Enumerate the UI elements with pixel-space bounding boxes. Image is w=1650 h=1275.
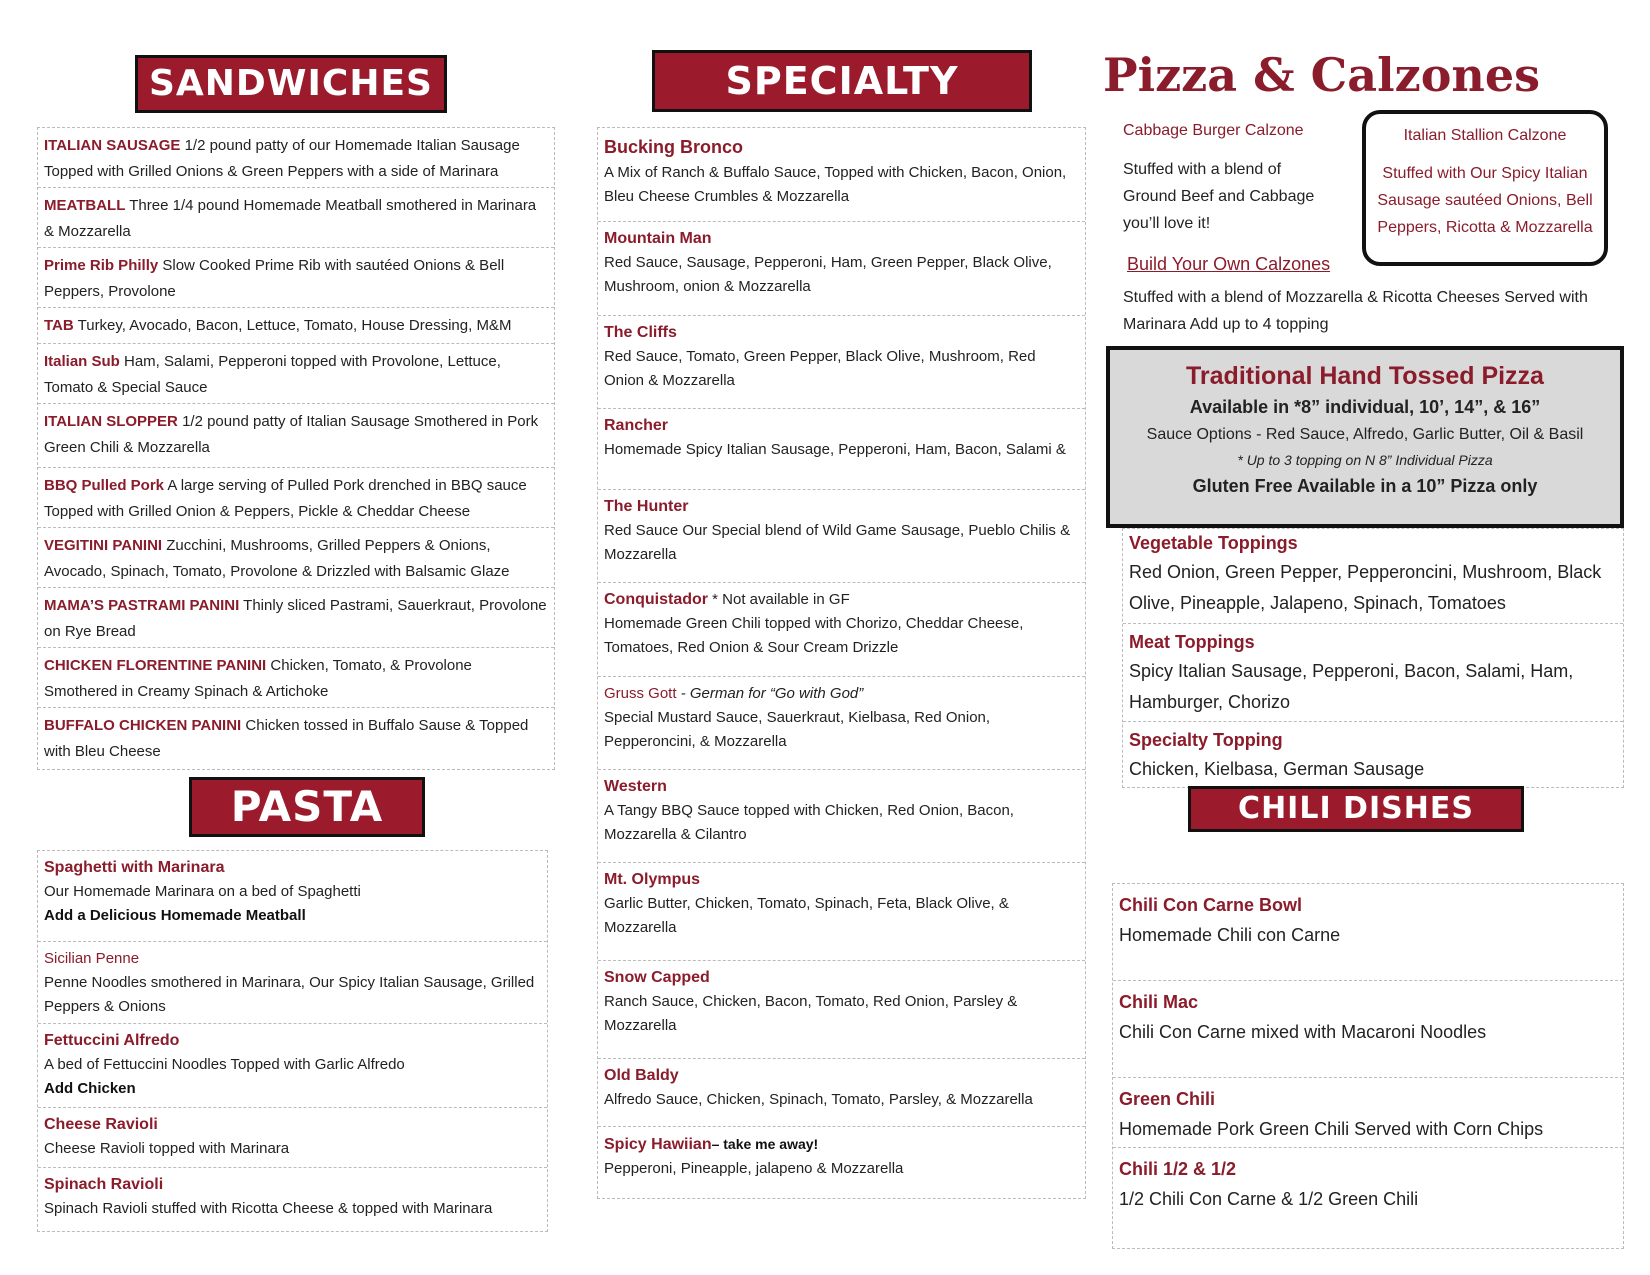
list-item xyxy=(598,583,1085,677)
item-name: Italian Sub xyxy=(44,353,120,370)
item-name: Green Chili xyxy=(1119,1089,1216,1109)
item-desc: Chicken tossed in Buffalo Sause & Topped with Bleu Cheese xyxy=(44,717,529,760)
item-name: Sicilian Penne xyxy=(44,950,140,967)
list-item xyxy=(1123,624,1623,722)
sandwiches-list xyxy=(37,127,555,770)
item-name: Meat Toppings xyxy=(1129,632,1255,652)
list-item xyxy=(1113,981,1623,1078)
list-item xyxy=(38,344,554,404)
item-desc: A large serving of Pulled Pork drenched in BBQ sauce Topped with Grilled Onion & Peppers, Pickle & Cheddar Cheese xyxy=(44,477,527,520)
item-note: * Not available in GF xyxy=(708,591,850,608)
list-item xyxy=(38,308,554,344)
item-desc: Thinly sliced Pastrami, Sauerkraut, Provolone on Rye Bread xyxy=(44,597,547,640)
item-name: TAB xyxy=(44,317,74,334)
traditional-sauces: Sauce Options - Red Sauce, Alfredo, Garlic Butter, Oil & Basil xyxy=(1146,426,1584,443)
item-name: Chili Mac xyxy=(1119,992,1199,1012)
list-item xyxy=(1113,884,1623,981)
item-name: BUFFALO CHICKEN PANINI xyxy=(44,717,242,734)
list-item xyxy=(598,128,1085,222)
list-item xyxy=(38,1024,547,1108)
item-name: Bucking Bronco xyxy=(604,137,744,157)
list-item xyxy=(598,961,1085,1059)
item-desc: Homemade Spicy Italian Sausage, Pepperoni, Ham, Bacon, Salami & xyxy=(604,441,1066,458)
item-desc: 1/2 pound patty of our Homemade Italian Sausage Topped with Grilled Onions & Green Peppers with a side of Marinara xyxy=(44,137,520,180)
item-name: Vegetable Toppings xyxy=(1129,533,1298,553)
item-desc: Turkey, Avocado, Bacon, Lettuce, Tomato, House Dressing, M&M xyxy=(73,317,512,334)
item-desc: Red Onion, Green Pepper, Pepperoncini, Mushroom, Black Olive, Pineapple, Jalapeno, Spinach, Tomatoes xyxy=(1129,562,1602,613)
traditional-title: Traditional Hand Tossed Pizza xyxy=(1186,362,1544,390)
item-desc: Red Sauce, Sausage, Pepperoni, Ham, Green Pepper, Black Olive, Mushroom, onion & Mozzarella xyxy=(604,254,1052,295)
item-name: Chili 1/2 & 1/2 xyxy=(1119,1159,1237,1179)
item-desc: Homemade Chili con Carne xyxy=(1119,925,1341,945)
list-item xyxy=(598,770,1085,863)
item-name: Western xyxy=(604,778,667,795)
item-name: The Cliffs xyxy=(604,324,677,341)
list-item xyxy=(38,851,547,942)
list-item xyxy=(38,248,554,308)
item-name: Mt. Olympus xyxy=(604,871,701,888)
list-item xyxy=(38,588,554,648)
item-name: ITALIAN SLOPPER xyxy=(44,413,178,430)
list-item xyxy=(38,1168,547,1231)
italian-stallion-calzone xyxy=(1362,110,1608,266)
item-desc: Red Sauce, Tomato, Green Pepper, Black Olive, Mushroom, Red Onion & Mozzarella xyxy=(604,348,1036,389)
item-desc: Slow Cooked Prime Rib with sautéed Onions & Bell Peppers, Provolone xyxy=(44,257,505,300)
list-item xyxy=(598,490,1085,583)
list-item xyxy=(1123,529,1623,624)
item-desc: Homemade Green Chili topped with Chorizo, Cheddar Cheese, Tomatoes, Red Onion & Sour Cream Drizzle xyxy=(604,615,1024,656)
pasta-list xyxy=(37,850,548,1232)
item-name: Italian Stallion Calzone xyxy=(1403,127,1567,144)
pizza-calzones-title: Pizza & Calzones xyxy=(1103,48,1540,102)
item-extra: Add Chicken xyxy=(44,1080,136,1097)
traditional-sizes: Available in *8” individual, 10’, 14”, & 16” xyxy=(1189,397,1541,417)
list-item xyxy=(598,316,1085,409)
list-item xyxy=(1123,722,1623,788)
list-item xyxy=(598,677,1085,770)
specialty-pizza-list xyxy=(597,127,1086,1199)
list-item xyxy=(38,468,554,528)
item-desc: Stuffed with a blend of Ground Beef and Cabbage you’ll love it! xyxy=(1123,161,1315,232)
list-item xyxy=(38,1108,547,1168)
list-item xyxy=(38,188,554,248)
item-name: VEGITINI PANINI xyxy=(44,537,163,554)
toppings-list xyxy=(1122,528,1624,788)
item-desc: Spinach Ravioli stuffed with Ricotta Cheese & topped with Marinara xyxy=(44,1200,493,1217)
item-desc: Stuffed with Our Spicy Italian Sausage sautéed Onions, Bell Peppers, Ricotta & Mozzarella xyxy=(1377,165,1593,236)
list-item xyxy=(38,648,554,708)
item-name: Old Baldy xyxy=(604,1067,679,1084)
item-name: Snow Capped xyxy=(604,969,710,986)
list-item xyxy=(1113,1148,1623,1246)
sandwiches-banner: SANDWICHES xyxy=(135,55,447,113)
item-extra: Add a Delicious Homemade Meatball xyxy=(44,907,306,924)
item-name: BBQ Pulled Pork xyxy=(44,477,165,494)
list-item xyxy=(38,708,554,768)
item-desc: Chili Con Carne mixed with Macaroni Noodles xyxy=(1119,1022,1487,1042)
chili-dishes-list xyxy=(1112,883,1624,1249)
traditional-gluten: Gluten Free Available in a 10” Pizza only xyxy=(1192,476,1538,496)
list-item xyxy=(38,528,554,588)
item-desc: Ham, Salami, Pepperoni topped with Provolone, Lettuce, Tomato & Special Sauce xyxy=(44,353,501,396)
item-name: CHICKEN FLORENTINE PANINI xyxy=(44,657,267,674)
item-name: Fettuccini Alfredo xyxy=(44,1032,180,1049)
item-name: ITALIAN SAUSAGE xyxy=(44,137,181,154)
item-desc: A Tangy BBQ Sauce topped with Chicken, Red Onion, Bacon, Mozzarella & Cilantro xyxy=(604,802,1014,843)
list-item xyxy=(598,222,1085,316)
list-item xyxy=(598,863,1085,961)
item-desc: Three 1/4 pound Homemade Meatball smothered in Marinara & Mozzarella xyxy=(44,197,537,240)
traditional-pizza-box xyxy=(1106,346,1624,528)
item-name: Prime Rib Philly xyxy=(44,257,159,274)
item-desc: Chicken, Kielbasa, German Sausage xyxy=(1129,759,1425,779)
item-name: Gruss Gott xyxy=(604,685,677,702)
list-item xyxy=(38,942,547,1024)
list-item xyxy=(598,1059,1085,1127)
item-desc: Chicken, Tomato, & Provolone Smothered in Creamy Spinach & Artichoke xyxy=(44,657,472,700)
list-item xyxy=(38,128,554,188)
item-name: Mountain Man xyxy=(604,230,712,247)
item-name: The Hunter xyxy=(604,498,689,515)
list-item xyxy=(1113,1078,1623,1148)
build-your-own-calzones xyxy=(1123,250,1593,338)
item-desc: 1/2 pound patty of Italian Sausage Smothered in Pork Green Chili & Mozzarella xyxy=(44,413,539,456)
item-desc: Pepperoni, Pineapple, jalapeno & Mozzarella xyxy=(604,1160,904,1177)
item-desc: Cheese Ravioli topped with Marinara xyxy=(44,1140,290,1157)
pasta-banner: PASTA xyxy=(189,777,425,837)
item-name: Specialty Topping xyxy=(1129,730,1283,750)
item-desc: Garlic Butter, Chicken, Tomato, Spinach, Feta, Black Olive, & Mozzarella xyxy=(604,895,1009,936)
item-desc: Special Mustard Sauce, Sauerkraut, Kielbasa, Red Onion, Pepperoncini, & Mozzarella xyxy=(604,709,991,750)
item-desc: Alfredo Sauce, Chicken, Spinach, Tomato, Parsley, & Mozzarella xyxy=(604,1091,1033,1108)
item-desc: 1/2 Chili Con Carne & 1/2 Green Chili xyxy=(1119,1189,1419,1209)
item-name: MEATBALL xyxy=(44,197,126,214)
item-name: Cheese Ravioli xyxy=(44,1116,158,1133)
item-name: Rancher xyxy=(604,417,669,434)
item-desc: Homemade Pork Green Chili Served with Corn Chips xyxy=(1119,1119,1544,1139)
item-name: Conquistador xyxy=(604,591,708,608)
item-desc: Spicy Italian Sausage, Pepperoni, Bacon, Salami, Ham, Hamburger, Chorizo xyxy=(1129,661,1574,712)
item-desc: Zucchini, Mushrooms, Grilled Peppers & Onions, Avocado, Spinach, Tomato, Provolone & Drizzled with Balsamic Glaze xyxy=(44,537,510,580)
item-desc: Stuffed with a blend of Mozzarella & Ricotta Cheeses Served with Marinara Add up to 4 topping xyxy=(1123,289,1588,333)
list-item xyxy=(38,404,554,468)
item-name: Spicy Hawiian xyxy=(604,1136,712,1153)
item-note: – take me away! xyxy=(711,1136,819,1152)
item-desc: Ranch Sauce, Chicken, Bacon, Tomato, Red Onion, Parsley & Mozzarella xyxy=(604,993,1018,1034)
traditional-note: * Up to 3 topping on N 8” Individual Pizza xyxy=(1237,452,1493,468)
list-item xyxy=(598,409,1085,490)
list-item xyxy=(598,1127,1085,1197)
item-note: - German for “Go with God” xyxy=(676,685,864,702)
item-name: Spinach Ravioli xyxy=(44,1176,164,1193)
item-desc: Our Homemade Marinara on a bed of Spaghetti xyxy=(44,883,361,900)
item-name: Chili Con Carne Bowl xyxy=(1119,895,1303,915)
item-name: Build Your Own Calzones xyxy=(1127,254,1331,274)
cabbage-burger-calzone xyxy=(1123,118,1338,237)
item-desc: Red Sauce Our Special blend of Wild Game Sausage, Pueblo Chilis & Mozzarella xyxy=(604,522,1071,563)
chili-dishes-banner: CHILI DISHES xyxy=(1188,786,1524,832)
item-desc: A Mix of Ranch & Buffalo Sauce, Topped with Chicken, Bacon, Onion, Bleu Cheese Crumbles & Mozzarella xyxy=(604,164,1067,205)
specialty-pizza-banner: SPECIALTY PIZZA xyxy=(652,50,1032,112)
item-name: MAMA’S PASTRAMI PANINI xyxy=(44,597,240,614)
item-name: Spaghetti with Marinara xyxy=(44,859,225,876)
item-desc: A bed of Fettuccini Noodles Topped with Garlic Alfredo xyxy=(44,1056,405,1073)
item-name: Cabbage Burger Calzone xyxy=(1123,122,1304,139)
item-desc: Penne Noodles smothered in Marinara, Our Spicy Italian Sausage, Grilled Peppers & Onions xyxy=(44,974,535,1015)
